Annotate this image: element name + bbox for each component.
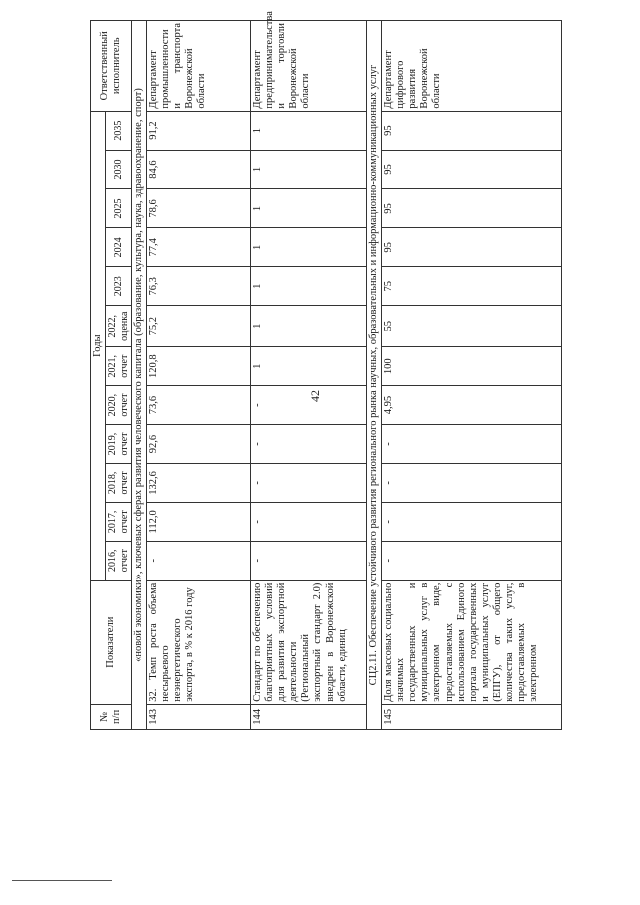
value-cell: 92,6 [147, 425, 251, 464]
value-cell: 95 [382, 228, 562, 267]
value-cell: 73,6 [147, 386, 251, 425]
value-cell: - [382, 502, 562, 541]
value-cell: 120,8 [147, 347, 251, 386]
header-year: 2020, отчет [106, 386, 132, 425]
row-number: 144 [251, 704, 367, 729]
value-cell: 1 [251, 267, 367, 306]
indicator-cell: Стандарт по обеспечению благоприятных условий для развития экспортной деятельности (Региональный экспортный стандарт 2.0) внедрен в Воронежской области, единиц [251, 580, 367, 704]
value-cell: 76,3 [147, 267, 251, 306]
value-cell: 95 [382, 150, 562, 189]
responsible-cell: Департамент цифрового развития Воронежской области [382, 21, 562, 112]
value-cell: 132,6 [147, 463, 251, 502]
section-heading: СЦ2.11. Обеспечение устойчивого развития регионального рынка научных, образовательных и информационно-коммуникационных услуг [367, 21, 382, 730]
value-cell: - [382, 541, 562, 580]
value-cell: 84,6 [147, 150, 251, 189]
row-number: 145 [382, 704, 562, 729]
value-cell: - [382, 463, 562, 502]
header-year: 2021, отчет [106, 347, 132, 386]
value-cell: 1 [251, 150, 367, 189]
value-cell: - [251, 463, 367, 502]
header-no: № п/п [91, 704, 132, 729]
value-cell: 1 [251, 228, 367, 267]
header-year: 2023 [106, 267, 132, 306]
header-indicator: Показатели [91, 580, 132, 704]
value-cell: - [251, 386, 367, 425]
row-number: 143 [147, 704, 251, 729]
header-year: 2018, отчет [106, 463, 132, 502]
header-years: Годы [91, 111, 106, 580]
value-cell: 95 [382, 111, 562, 150]
value-cell: 100 [382, 347, 562, 386]
table-row [251, 21, 367, 730]
header-responsible: Ответственный исполнитель [91, 21, 132, 112]
header-year: 2017, отчет [106, 502, 132, 541]
header-year: 2025 [106, 189, 132, 228]
value-cell: 95 [382, 189, 562, 228]
indicators-table [90, 11, 562, 730]
header-year: 2019, отчет [106, 425, 132, 464]
value-cell: - [251, 502, 367, 541]
value-cell: - [382, 425, 562, 464]
value-cell: 4,95 [382, 386, 562, 425]
indicator-cell: Доля массовых социально значимых государственных и муниципальных услуг в электронном виде, предоставляемых с использованием Единого портала государственных и муниципальных услуг (ЕПГУ), от общего количества таких услуг, предоставляемых в электронном [382, 580, 562, 704]
value-cell: - [147, 541, 251, 580]
responsible-cell: Департамент промышленности и транспорта Воронежской области [147, 21, 251, 112]
table-row [382, 21, 562, 730]
value-cell: - [251, 425, 367, 464]
header-year: 2035 [106, 111, 132, 150]
value-cell: 75,2 [147, 306, 251, 347]
header-year: 2030 [106, 150, 132, 189]
value-cell: 55 [382, 306, 562, 347]
rotated-table-container [90, 11, 610, 730]
value-cell: 1 [251, 306, 367, 347]
indicator-cell: 32. Темп роста объема несырьевого неэнергетического экспорта, в % к 2016 году [147, 580, 251, 704]
value-cell: 75 [382, 267, 562, 306]
responsible-cell: Департамент предпринимательства и торговли Воронежской области [251, 21, 367, 112]
value-cell: 1 [251, 111, 367, 150]
value-cell: 77,4 [147, 228, 251, 267]
header-year: 2024 [106, 228, 132, 267]
value-cell: 1 [251, 347, 367, 386]
footer-rule [12, 880, 112, 881]
table-row [147, 21, 251, 730]
value-cell: 112,0 [147, 502, 251, 541]
header-year: 2022, оценка [106, 306, 132, 347]
page-number: 42 [308, 390, 322, 402]
value-cell: 1 [251, 189, 367, 228]
header-year: 2016, отчет [106, 541, 132, 580]
value-cell: 78,6 [147, 189, 251, 228]
section-heading: «новой экономики», ключевых сферах развития человеческого капитала (образование, культура, наука, здравоохранение, спорт) [132, 21, 147, 730]
value-cell: 91,2 [147, 111, 251, 150]
value-cell: - [251, 541, 367, 580]
